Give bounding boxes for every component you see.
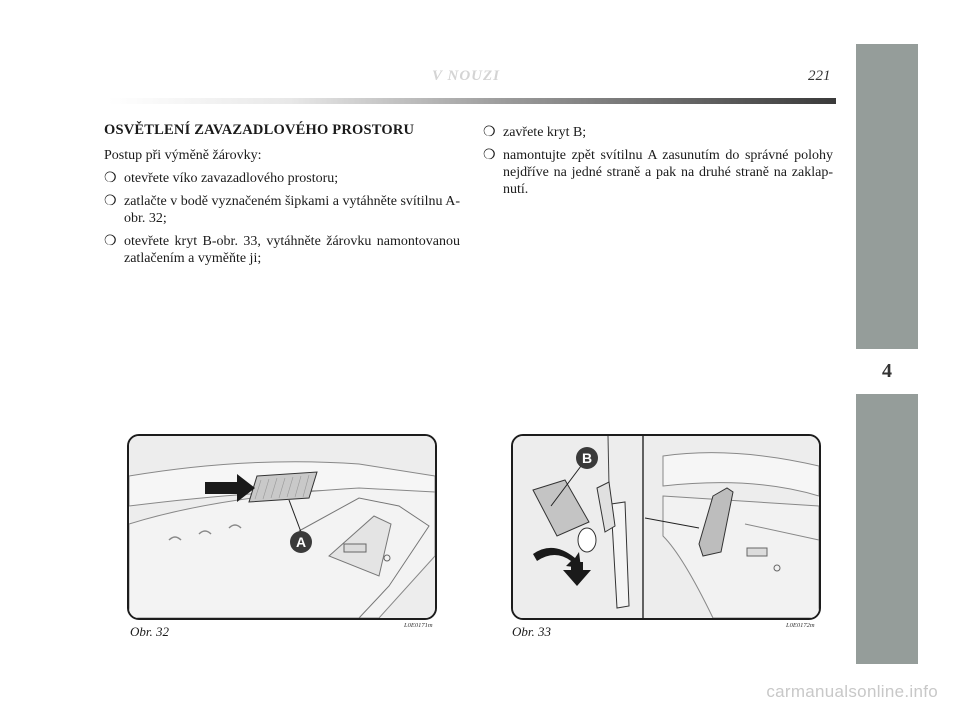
page-number: 221 — [808, 68, 831, 84]
figure-code: L0E0171m — [404, 622, 433, 629]
bullet-icon: ❍ — [483, 125, 496, 140]
side-bar-top — [856, 44, 918, 349]
figure-code: L0E0172m — [786, 622, 815, 629]
list-item — [483, 124, 833, 141]
figure-32 — [127, 434, 437, 620]
instruction-list — [104, 170, 460, 267]
intro-text: Postup při výměně žárovky: — [104, 148, 262, 163]
side-bar-bottom — [856, 394, 918, 664]
list-item-text: zatlačte v bodě vyznačeném šipkami a vytáhněte svítilnu A-obr. 32; — [124, 194, 460, 226]
figure-label-b: B — [581, 450, 593, 466]
figure-caption: Obr. 33 — [512, 624, 552, 639]
list-item-text: zavřete kryt B; — [503, 125, 587, 140]
bulb-replacement-illustration — [513, 436, 819, 618]
watermark: carmanualsonline.info — [766, 682, 938, 701]
figure-33 — [511, 434, 821, 620]
list-item — [104, 233, 460, 267]
bullet-icon: ❍ — [483, 148, 496, 163]
right-column — [483, 124, 833, 204]
list-item — [104, 193, 460, 227]
list-item — [104, 170, 460, 187]
bullet-icon: ❍ — [104, 194, 117, 209]
lamp-lens — [249, 472, 317, 502]
left-column — [104, 122, 460, 273]
trunk-lamp-illustration — [129, 436, 435, 618]
header-title: V NOUZI — [432, 68, 500, 84]
bullet-icon: ❍ — [104, 171, 117, 186]
list-item-text: namontujte zpět svítilnu A zasunutím do správné polohy nejdříve na jedné straně a pak na druhé straně na zaklap-nutí. — [503, 148, 833, 197]
bullet-icon: ❍ — [104, 234, 117, 249]
figure-caption: Obr. 32 — [130, 624, 170, 639]
instruction-list — [483, 124, 833, 198]
list-item — [483, 147, 833, 198]
list-item-text: otevřete víko zavazadlového prostoru; — [124, 171, 339, 186]
chapter-tab[interactable]: 4 — [856, 352, 918, 391]
header-rule — [108, 98, 836, 104]
list-item-text: otevřete kryt B-obr. 33, vytáhněte žárovku namontovanou zatlačením a vyměňte ji; — [124, 234, 460, 266]
section-heading: OSVĚTLENÍ ZAVAZADLOVÉHO PROSTORU — [104, 122, 415, 138]
figure-label-a: A — [295, 534, 307, 550]
